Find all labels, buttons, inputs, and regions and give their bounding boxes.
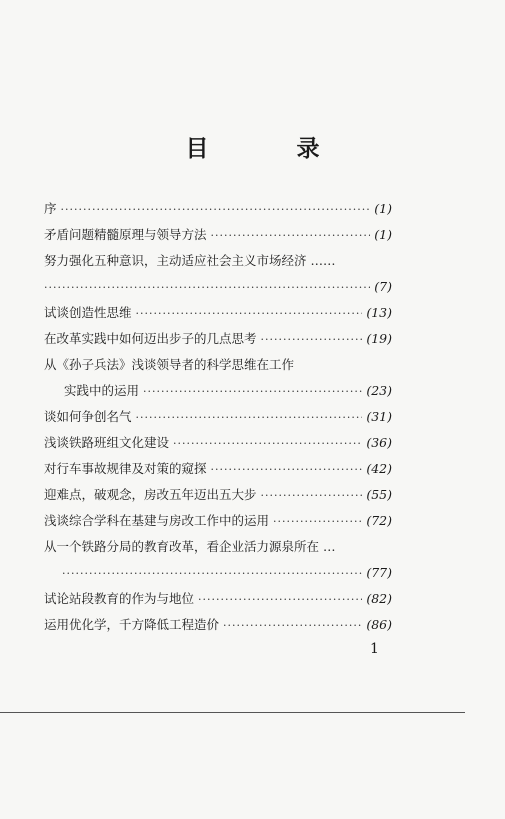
page-title: 目 录 — [185, 136, 360, 162]
toc-entry-page: (13) — [366, 305, 392, 320]
toc-entry[interactable] — [44, 482, 392, 508]
toc-entry-page: (36) — [366, 435, 392, 450]
toc-entry-title: 浅谈综合学科在基建与房改工作中的运用 — [44, 513, 270, 528]
toc-entry[interactable] — [44, 404, 392, 430]
dot-leader — [62, 561, 362, 587]
toc-entry-page: (86) — [366, 617, 392, 632]
toc-entry-page: (77) — [366, 565, 392, 580]
toc-entry-page: (82) — [366, 591, 392, 606]
dot-leader — [223, 613, 362, 639]
dot-leader — [136, 405, 363, 431]
toc-entry-title: 谈如何争创名气 — [44, 409, 132, 424]
toc-entry-title-line-1: 努力强化五种意识，主动适应社会主义市场经济 …… — [44, 253, 336, 268]
toc-entry-title: 试谈创造性思维 — [44, 305, 132, 320]
bottom-divider — [0, 712, 465, 713]
toc-entry-title: 运用优化学，千方降低工程造价 — [44, 617, 220, 632]
toc-entry-title: 在改革实践中如何迈出步子的几点思考 — [44, 331, 257, 346]
dot-leader — [211, 223, 371, 249]
dot-leader — [211, 457, 363, 483]
toc-entry-title-line-2: 实践中的运用 — [64, 383, 140, 398]
toc-entry-title-line-1: 从《孙子兵法》浅谈领导者的科学思维在工作 — [44, 357, 295, 372]
dot-leader — [261, 327, 363, 353]
toc-entry[interactable] — [44, 352, 392, 404]
toc-entry[interactable] — [44, 534, 392, 586]
toc-entry-title-line-1: 从一个铁路分局的教育改革，看企业活力源泉所在 … — [44, 539, 336, 554]
toc-entry-page: (42) — [366, 461, 392, 476]
toc-entry-title: 迎难点，破观念，房改五年迈出五大步 — [44, 487, 257, 502]
toc-entry[interactable] — [44, 612, 392, 638]
toc-entry[interactable] — [44, 300, 392, 326]
toc-entry[interactable] — [44, 586, 392, 612]
dot-leader — [273, 509, 362, 535]
toc-entry-title: 对行车事故规律及对策的窥探 — [44, 461, 207, 476]
dot-leader — [44, 275, 370, 301]
dot-leader — [136, 301, 363, 327]
toc-entry-title: 浅谈铁路班组文化建设 — [44, 435, 170, 450]
toc-entry[interactable] — [44, 326, 392, 352]
dot-leader — [261, 483, 363, 509]
toc-entry-page: (1) — [374, 227, 392, 242]
toc-entry-page: (72) — [366, 513, 392, 528]
toc-entry-title: 序 — [44, 201, 57, 216]
dot-leader — [61, 197, 371, 223]
toc-entry-page: (55) — [366, 487, 392, 502]
toc-entry[interactable] — [44, 248, 392, 300]
toc-entry[interactable] — [44, 222, 392, 248]
page-number: 1 — [370, 641, 379, 657]
dot-leader — [143, 379, 362, 405]
toc-entry-title: 矛盾问题精髓原理与领导方法 — [44, 227, 207, 242]
toc-entry-page: (1) — [374, 201, 392, 216]
toc-entry-page: (19) — [366, 331, 392, 346]
toc-entry-title: 试论站段教育的作为与地位 — [44, 591, 195, 606]
dot-leader — [173, 431, 362, 457]
toc-entry[interactable] — [44, 430, 392, 456]
toc-entry-page: (7) — [374, 279, 392, 294]
dot-leader — [198, 587, 362, 613]
toc-entry-preface[interactable] — [44, 196, 392, 222]
toc-entry[interactable] — [44, 508, 392, 534]
toc-entry[interactable] — [44, 456, 392, 482]
table-of-contents — [44, 196, 392, 638]
toc-entry-page: (31) — [366, 409, 392, 424]
toc-entry-page: (23) — [366, 383, 392, 398]
